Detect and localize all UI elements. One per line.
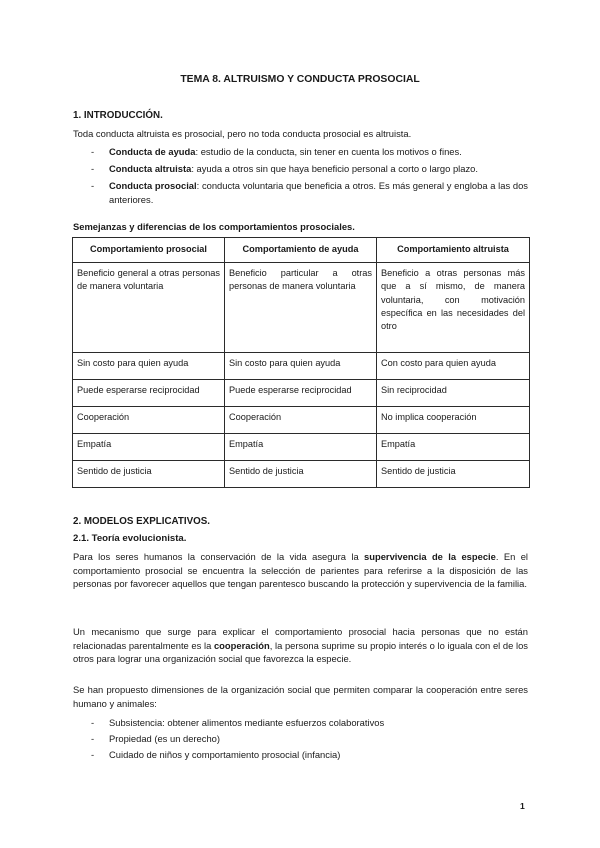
list-item [91, 162, 528, 176]
dash-bullet: - [91, 749, 95, 760]
list-item-text: Propiedad (es un derecho) [109, 733, 221, 744]
table-cell: Cooperación [225, 407, 377, 434]
table-cell: Empatía [73, 434, 225, 461]
dash-bullet: - [91, 163, 95, 174]
evolution-subheading: 2.1. Teoría evolucionista. [73, 533, 187, 544]
emphasis: cooperación [213, 639, 270, 651]
list-item [91, 145, 528, 159]
page-title: TEMA 8. ALTRUISMO Y CONDUCTA PROSOCIAL [180, 74, 420, 85]
dash-bullet: - [91, 146, 95, 157]
paragraph-cooperation: Un mecanismo que surge para explicar el comportamiento prosocial hacia personas que no están relacionadas parentalmente es la cooperación, la persona suprime su propio interés o lo iguala con el de los otros para lograr una organización social que favorezca la especie. [73, 626, 528, 665]
table-cell: Puede esperarse reciprocidad [225, 380, 377, 407]
definition: : conducta voluntaria que beneficia a otros. Es más general y engloba a las dos anteriores. [109, 180, 528, 205]
table-header-row [73, 238, 530, 263]
dash-bullet: - [91, 733, 95, 744]
column-header: Comportamiento altruista [377, 238, 530, 263]
table-cell: Sin costo para quien ayuda [225, 353, 377, 380]
definition: : ayuda a otros sin que haya beneficio personal a corto o largo plazo. [191, 163, 478, 174]
table-cell: Puede esperarse reciprocidad [73, 380, 225, 407]
list-item [91, 716, 528, 730]
table-cell: Sentido de justicia [225, 461, 377, 488]
table-row [73, 263, 530, 353]
table-row [73, 353, 530, 380]
term: Conducta de ayuda [109, 146, 196, 157]
table-cell: Empatía [377, 434, 530, 461]
table-cell: Sin reciprocidad [377, 380, 530, 407]
table-cell: Empatía [225, 434, 377, 461]
list-item [91, 179, 528, 207]
table-cell: Sin costo para quien ayuda [73, 353, 225, 380]
table-cell: Beneficio particular a otras personas de manera voluntaria [225, 263, 377, 353]
list-item-text: Subsistencia: obtener alimentos mediante esfuerzos colaborativos [109, 717, 385, 728]
paragraph-evolution: Para los seres humanos la conservación de la vida asegura la supervivencia de la especie. En el comportamiento prosocial se encuentra la selección de parientes para referirse a la disposición de las personas por favorecer aquellos que tengan parentesco buscando la protección y supervivencia de la familia. [73, 551, 528, 590]
table-cell: Cooperación [73, 407, 225, 434]
intro-heading: 1. INTRODUCCIÓN. [73, 110, 163, 121]
table-cell: Sentido de justicia [73, 461, 225, 488]
dash-bullet: - [91, 717, 95, 728]
comparison-table [72, 237, 530, 488]
table-row [73, 434, 530, 461]
table-row [73, 380, 530, 407]
term: Conducta altruista [109, 163, 192, 174]
table-cell: Beneficio a otras personas más que a sí mismo, de manera voluntaria, con motivación específica en las necesidades del otro [377, 263, 530, 353]
definition: : estudio de la conducta, sin tener en cuenta los motivos o fines. [195, 146, 462, 157]
list-item [91, 748, 528, 762]
dash-bullet: - [91, 180, 95, 191]
list-item [91, 732, 528, 746]
emphasis: supervivencia de la especie [364, 551, 496, 562]
list-item-text: Cuidado de niños y comportamiento prosocial (infancia) [109, 749, 341, 760]
page-number: 1 [520, 801, 525, 811]
table-cell: No implica cooperación [377, 407, 530, 434]
models-heading: 2. MODELOS EXPLICATIVOS. [73, 516, 210, 527]
term: Conducta prosocial [109, 180, 197, 191]
table-cell: Beneficio general a otras personas de manera voluntaria [73, 263, 225, 353]
table-row [73, 461, 530, 488]
column-header: Comportamiento de ayuda [225, 238, 377, 263]
paragraph-dimensions: Se han propuesto dimensiones de la organización social que permiten comparar la cooperación entre seres humano y animales: [73, 684, 528, 709]
table-cell: Con costo para quien ayuda [377, 353, 530, 380]
intro-sentence: Toda conducta altruista es prosocial, pero no toda conducta prosocial es altruista. [73, 128, 412, 139]
column-header: Comportamiento prosocial [73, 238, 225, 263]
table-caption: Semejanzas y diferencias de los comportamientos prosociales. [73, 221, 355, 232]
table-row [73, 407, 530, 434]
table-cell: Sentido de justicia [377, 461, 530, 488]
